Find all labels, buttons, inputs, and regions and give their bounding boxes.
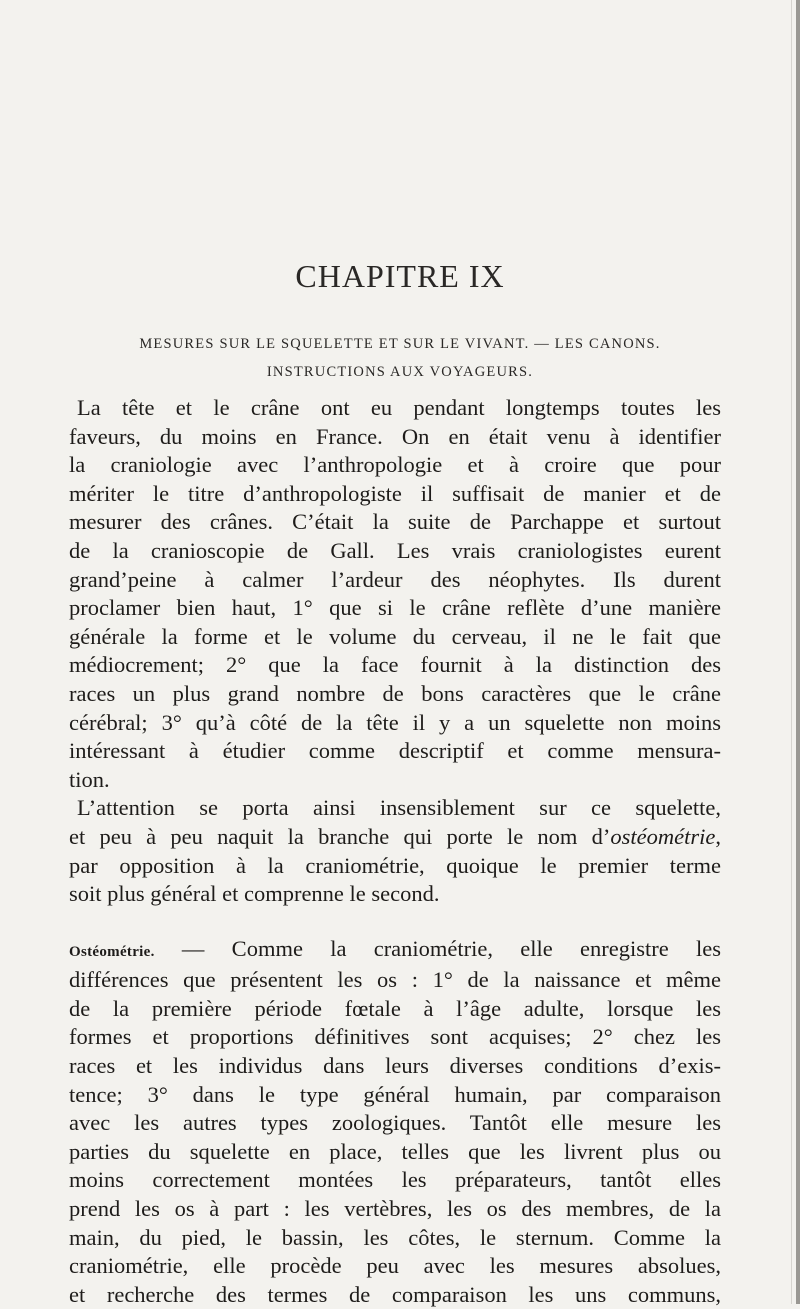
chapter-title: CHAPITRE IX [295, 258, 505, 294]
text-line: moins correctement montées les préparateurs, tantôt elles [69, 1167, 721, 1193]
text-line: avec les autres types zoologiques. Tantôt elle mesure les [69, 1110, 721, 1136]
text-line: médiocrement; 2° que la face fournit à la distinction des [69, 652, 721, 678]
text-line: races un plus grand nombre de bons caractères que le crâne [69, 680, 721, 706]
page-fold-line [791, 0, 792, 1304]
text-line: prend les os à part : les vertèbres, les os des membres, de la [69, 1196, 721, 1222]
chapter-subtitle-line-1: MESURES SUR LE SQUELETTE ET SUR LE VIVANT. — LES CANONS. [139, 336, 661, 352]
paragraph-2 [69, 794, 721, 908]
paragraph-1 [69, 394, 721, 794]
text-line: de la première période fœtale à l’âge adulte, lorsque les [69, 995, 721, 1021]
paragraph-spacer [69, 909, 721, 935]
section-heading: Ostéométrie. [69, 943, 155, 960]
text-line: tion. [69, 766, 110, 792]
text-line: L’attention se porta ainsi insensiblement sur ce squelette, [77, 795, 721, 821]
text-line: mesurer des crânes. C’était la suite de Parchappe et surtout [69, 509, 721, 535]
text-line: faveurs, du moins en France. On en était venu à identifier [69, 423, 721, 449]
body-text [69, 394, 721, 1309]
text-line: différences que présentent les os : 1° de la naissance et même [69, 967, 721, 993]
text-line: la craniologie avec l’anthropologie et à croire que pour [69, 452, 721, 478]
text-line: formes et proportions définitives sont acquises; 2° chez les [69, 1024, 721, 1050]
text-line [69, 935, 721, 967]
text-line: mériter le titre d’anthropologiste il suffisait de manier et de [69, 480, 721, 506]
text-line: intéressant à étudier comme descriptif et comme mensura- [69, 738, 721, 764]
text-line: La tête et le crâne ont eu pendant longtemps toutes les [77, 395, 721, 420]
text-line: parties du squelette en place, telles que les livrent plus ou [69, 1138, 721, 1164]
text-fragment: , [715, 823, 721, 849]
text-line: et recherche des termes de comparaison les uns communs, [69, 1281, 721, 1307]
chapter-subtitle-line-2: INSTRUCTIONS AUX VOYAGEURS. [266, 364, 534, 380]
text-fragment: et peu à peu naquit la branche qui porte le nom d’ [69, 823, 611, 849]
text-line: races et les individus dans leurs diverses conditions d’exis- [69, 1053, 721, 1079]
text-line: craniométrie, elle procède peu avec les mesures absolues, [69, 1253, 721, 1279]
text-line [69, 823, 721, 852]
text-line: par opposition à la craniométrie, quoique le premier terme [69, 852, 721, 878]
text-line: grand’peine à calmer l’ardeur des néophytes. Ils durent [69, 566, 721, 592]
page-edge [796, 0, 800, 1304]
text-fragment: — Comme la craniométrie, elle enregistre les [154, 935, 721, 961]
text-line: cérébral; 3° qu’à côté de la tête il y a un squelette non moins [69, 709, 721, 735]
text-line: générale la forme et le volume du cerveau, il ne le fait que [69, 623, 721, 649]
text-line: de la cranioscopie de Gall. Les vrais craniologistes eurent [69, 537, 721, 563]
italic-term: ostéométrie [610, 823, 716, 849]
text-line: tence; 3° dans le type général humain, par comparaison [69, 1081, 721, 1107]
text-line: proclamer bien haut, 1° que si le crâne reflète d’une manière [69, 595, 721, 621]
text-line: soit plus général et comprenne le second. [69, 881, 440, 907]
paragraph-3 [69, 935, 721, 1309]
text-line: main, du pied, le bassin, les côtes, le sternum. Comme la [69, 1224, 721, 1250]
